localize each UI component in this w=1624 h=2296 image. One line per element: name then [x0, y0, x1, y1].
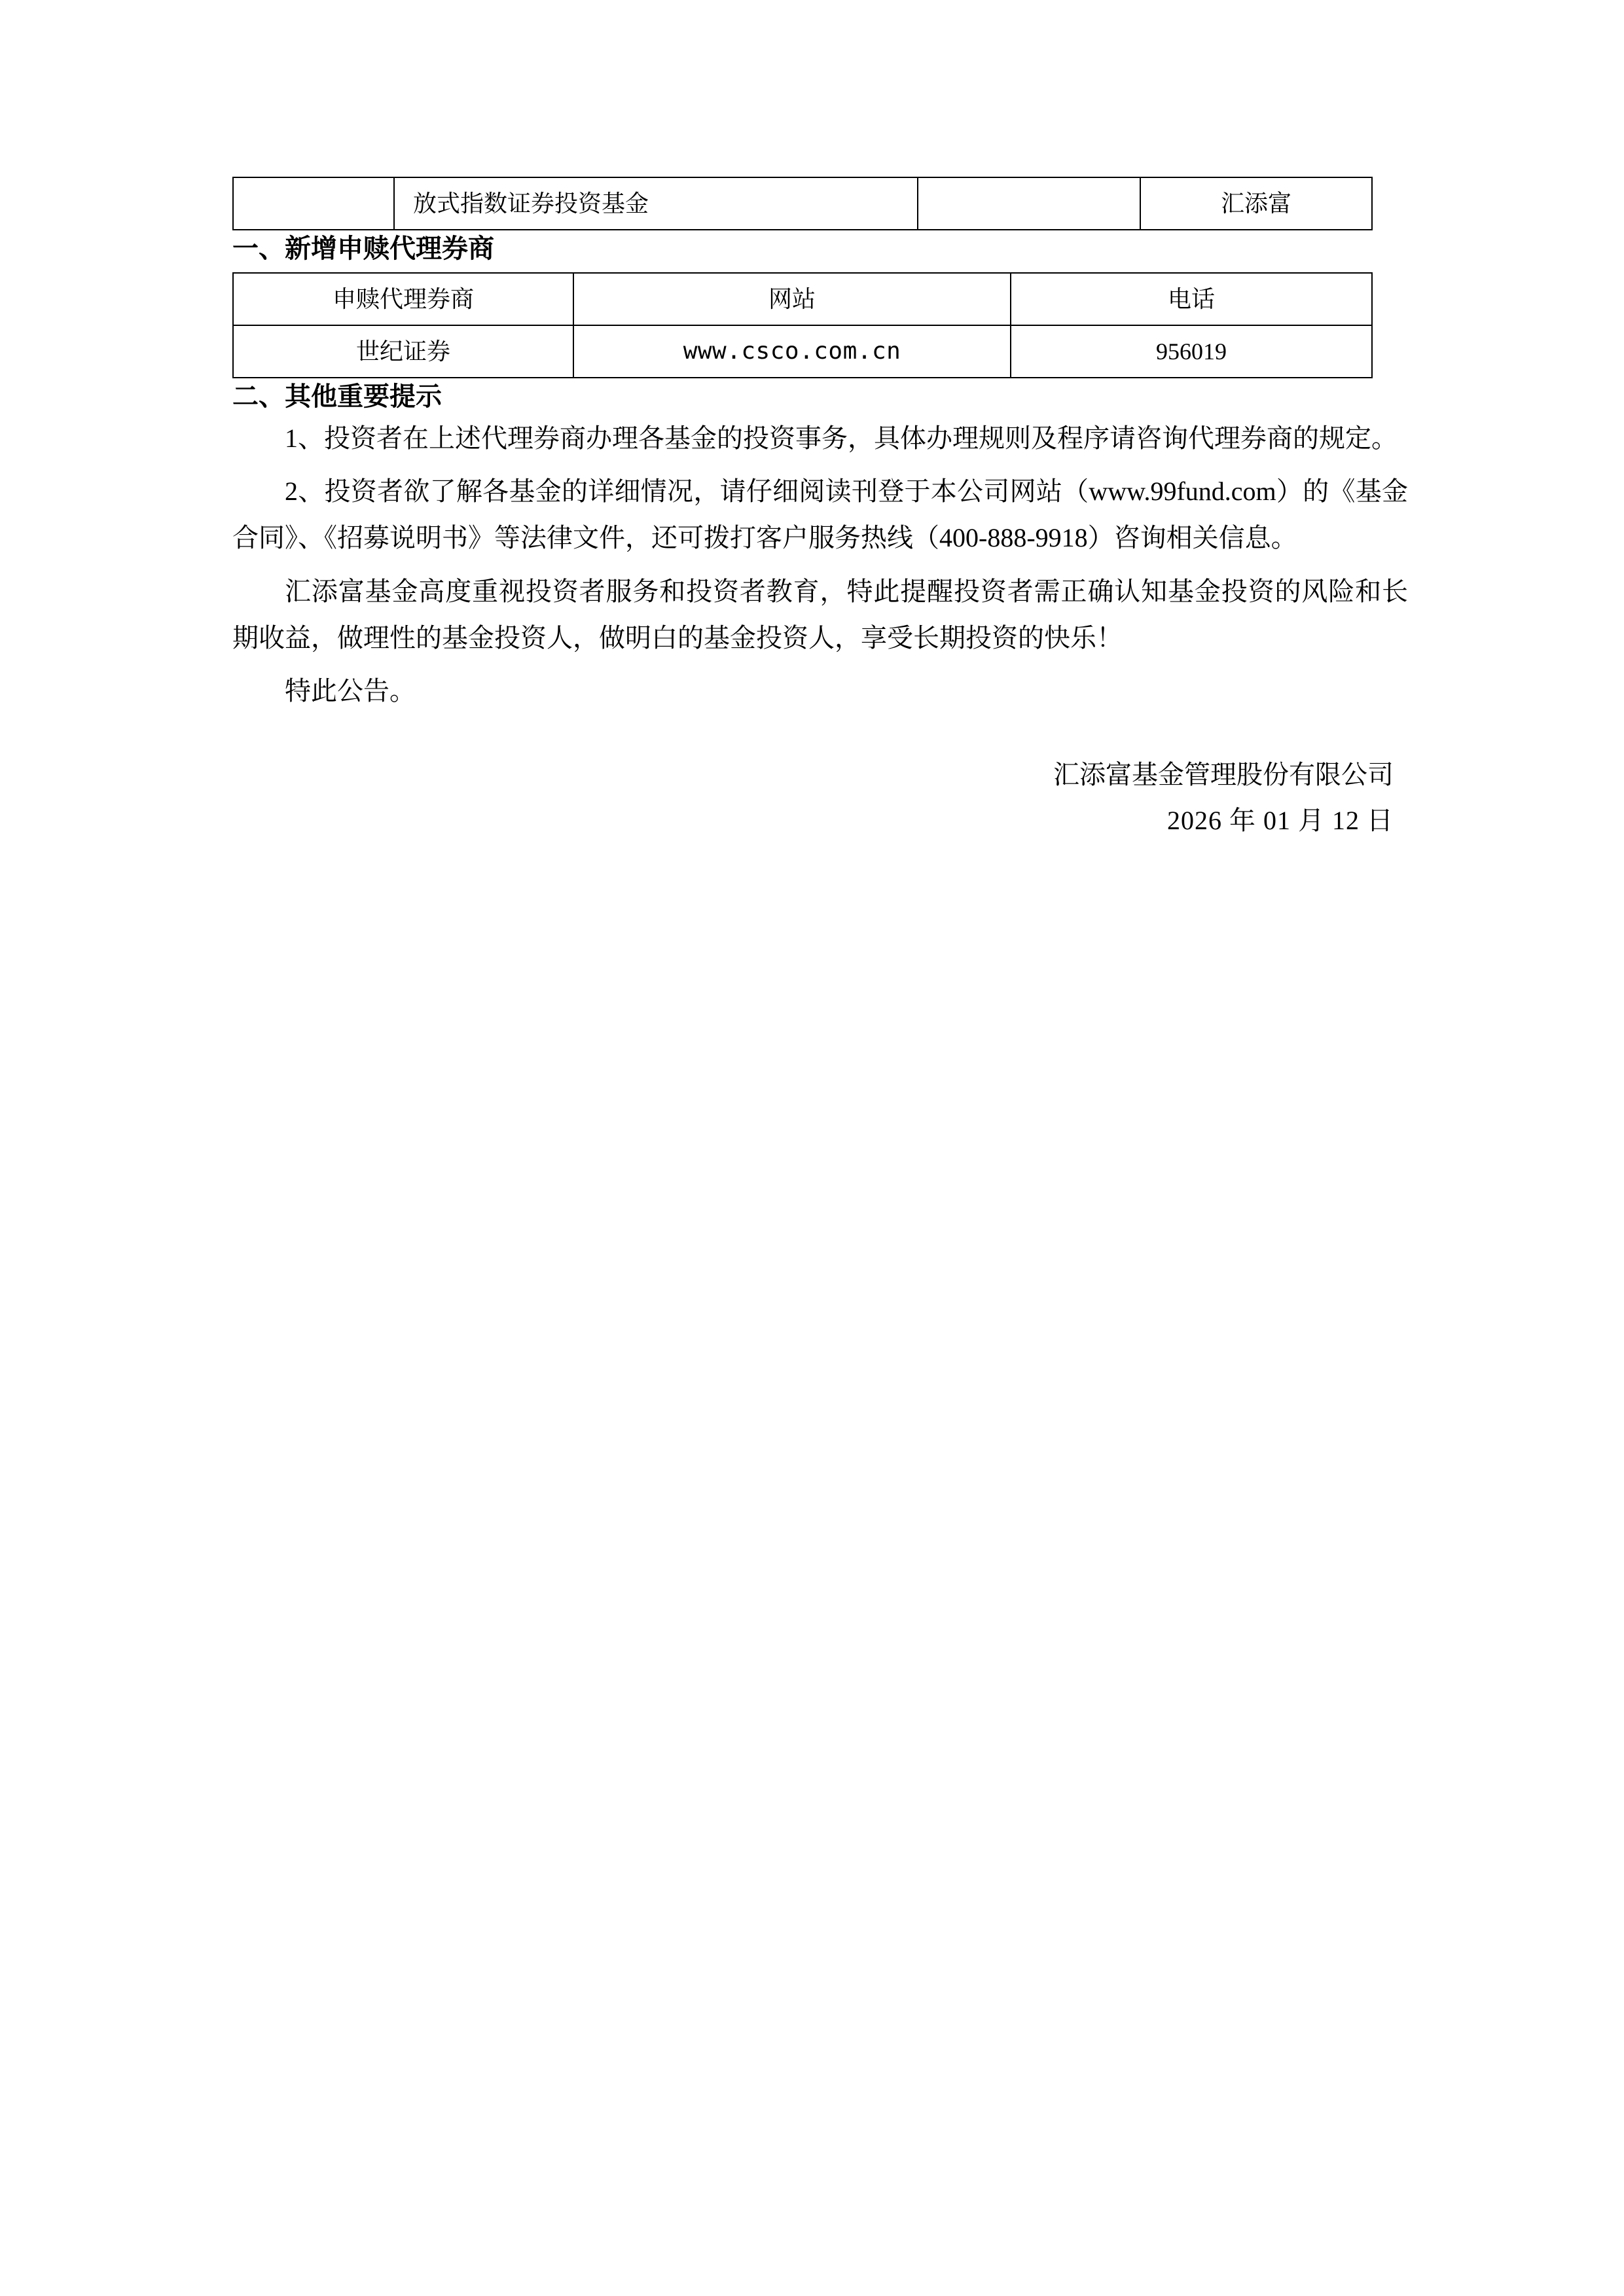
broker-phone-cell: 956019: [1011, 325, 1372, 378]
section-one-heading: 一、新增申赎代理券商: [232, 234, 494, 264]
fund-manager-cell: 汇添富: [1140, 177, 1372, 230]
notice-paragraph-4: 特此公告。: [285, 675, 416, 706]
column-header-phone: 电话: [1011, 273, 1372, 325]
table-header-row: [233, 273, 1372, 325]
notice-paragraph-2: 2、投资者欲了解各基金的详细情况，请仔细阅读刊登于本公司网站（www.99fund.com）的《基金合同》、《招募说明书》等法律文件，还可拨打客户服务热线（400-888-9918）咨询相关信息。: [232, 476, 1408, 553]
broker-table: [232, 272, 1373, 378]
column-header-broker: 申赎代理券商: [233, 273, 573, 325]
table-row: [233, 177, 1372, 230]
notice-paragraph-1: 1、投资者在上述代理券商办理各基金的投资事务，具体办理规则及程序请咨询代理券商的规定。: [285, 423, 1398, 453]
signature-date: 2026 年 01 月 12 日: [1167, 806, 1394, 836]
notice-paragraph-3: 汇添富基金高度重视投资者服务和投资者教育，特此提醒投资者需正确认知基金投资的风险和长期收益，做理性的基金投资人，做明白的基金投资人，享受长期投资的快乐！: [232, 576, 1408, 653]
broker-name-cell: 世纪证券: [233, 325, 573, 378]
continued-fund-table: [232, 177, 1373, 230]
fund-code-cell: [233, 177, 394, 230]
signature-block: [232, 752, 1408, 844]
table-row: [233, 325, 1372, 378]
fund-extra-cell: [918, 177, 1140, 230]
broker-website-cell: www.csco.com.cn: [573, 325, 1011, 378]
section-two-heading: 二、其他重要提示: [232, 382, 442, 412]
fund-name-cell: 放式指数证券投资基金: [394, 177, 918, 230]
column-header-website: 网站: [573, 273, 1011, 325]
signature-company: 汇添富基金管理股份有限公司: [1053, 760, 1394, 790]
